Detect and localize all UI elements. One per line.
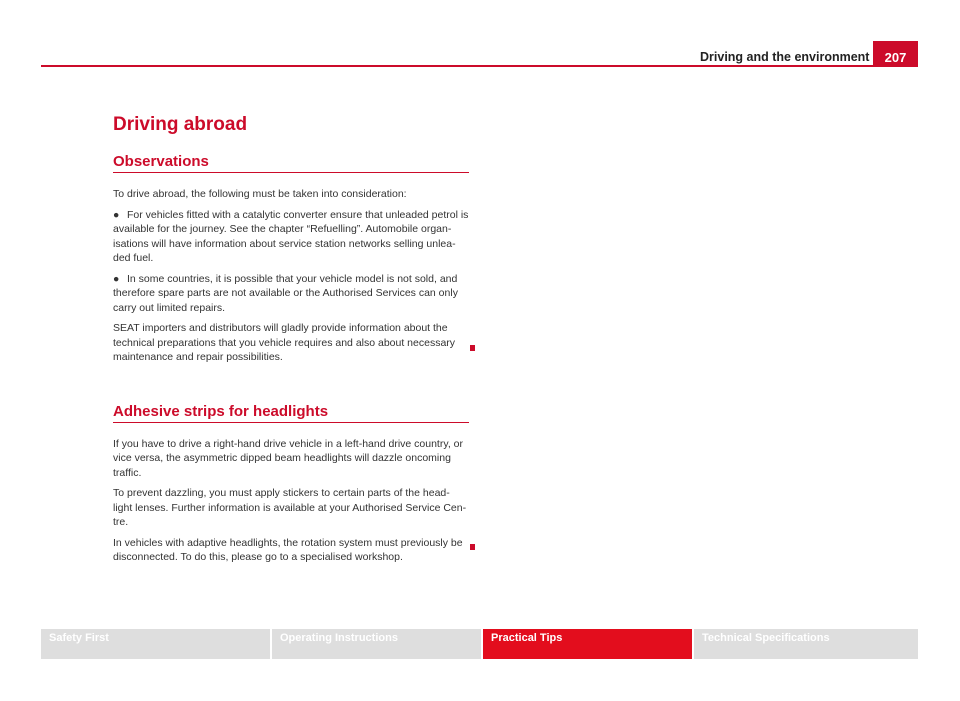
chapter-title: Driving and the environment xyxy=(700,50,870,64)
footer-tab-practical[interactable]: Practical Tips xyxy=(483,629,694,659)
paragraph: To prevent dazzling, you must apply stickers to certain parts of the head- light lenses. Further information is available at your Authorised Service Cen- tre. xyxy=(113,487,467,528)
bullet-text: In some countries, it is possible that your vehicle model is not sold, and therefore spare parts are not available or the Authorised Services can only carry out limited repairs. xyxy=(113,272,458,314)
paragraph: In vehicles with adaptive headlights, the rotation system must previously be disconnected. To do this, please go to a specialised workshop. xyxy=(113,536,463,563)
bullet-text: For vehicles fitted with a catalytic converter ensure that unleaded petrol is available for the journey. See the chapter “Refuelling”. Automobile organ- isations will have information about service station networks selling unlea- ded fuel. xyxy=(113,208,469,264)
section-heading-observations: Observations xyxy=(113,153,469,173)
section-end-icon xyxy=(470,345,475,351)
header-rule xyxy=(41,65,918,67)
footer-tab-safety[interactable]: Safety First xyxy=(41,629,272,659)
section-end-icon xyxy=(470,544,475,550)
paragraph: If you have to drive a right-hand drive vehicle in a left-hand drive country, or vice versa, the asymmetric dipped beam headlights will dazzle oncoming traffic. xyxy=(113,437,463,479)
section-spacer xyxy=(113,371,469,403)
bullet-icon: ● xyxy=(113,208,120,221)
bullet-item xyxy=(113,208,469,266)
footer-tab-operating[interactable]: Operating Instructions xyxy=(272,629,483,659)
intro-text: To drive abroad, the following must be taken into consideration: xyxy=(113,188,407,200)
page-title: Driving abroad xyxy=(113,114,248,135)
bullet-item xyxy=(113,272,469,316)
closing-text: SEAT importers and distributors will gladly provide information about the technical preparations that you vehicle requires and also about necessary maintenance and repair possibilities. xyxy=(113,322,456,363)
footer-tab-technical[interactable]: Technical Specifications xyxy=(694,629,918,659)
main-content xyxy=(113,114,469,571)
section-heading-adhesive: Adhesive strips for headlights xyxy=(113,403,469,423)
bullet-icon: ● xyxy=(113,272,120,285)
footer-tabs xyxy=(41,629,918,659)
page-number: 207 xyxy=(873,41,918,67)
